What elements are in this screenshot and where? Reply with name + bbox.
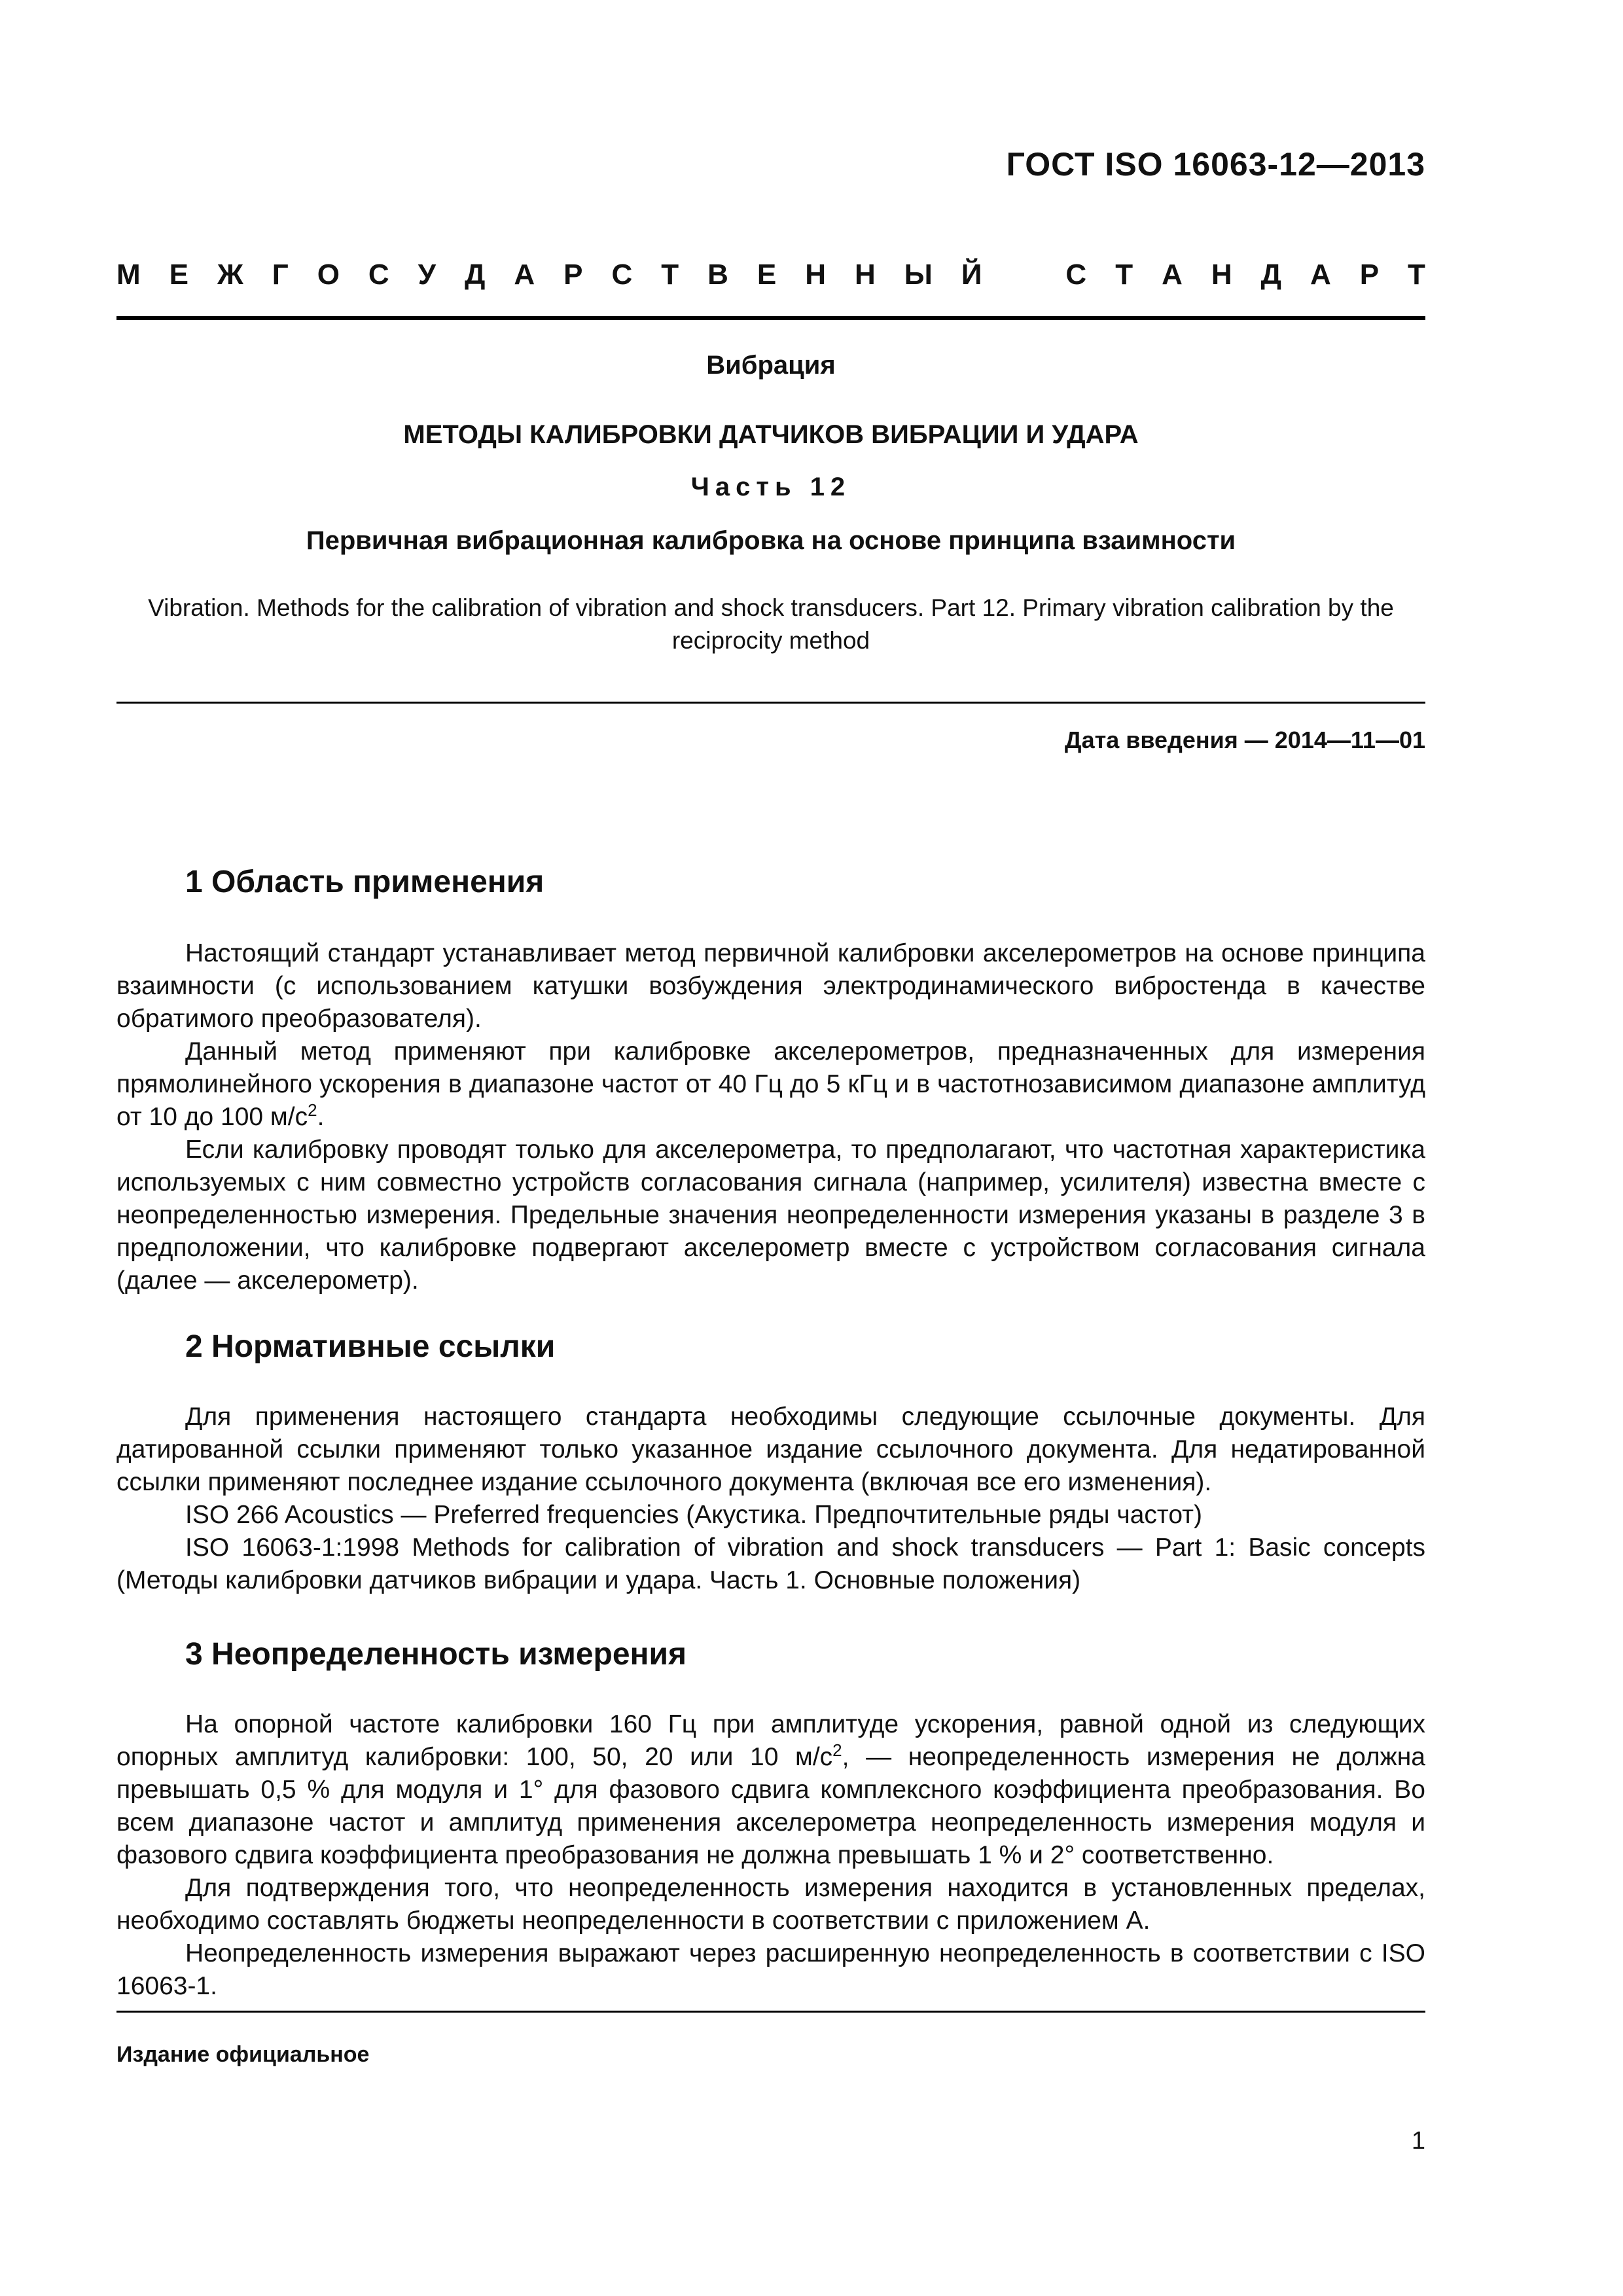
title-part: Часть 12 (690, 473, 851, 501)
header-letter: А (1310, 259, 1331, 291)
header-letter: Р (1359, 259, 1380, 291)
superscript: 2 (308, 1100, 317, 1120)
header-letter: А (514, 259, 535, 291)
header-letter: Д (465, 259, 486, 291)
header-letter: Т (1115, 259, 1133, 291)
official-edition-label: Издание официальное (116, 2042, 370, 2067)
header-letter: Ы (904, 259, 933, 291)
introduction-date: Дата введения — 2014—11—01 (1064, 726, 1425, 753)
superscript: 2 (832, 1740, 842, 1760)
paragraph: Для применения настоящего стандарта необходимы следующие ссылочные документы. Для датированной ссылки применяют только указанное издание ссылочного документа. Для недатированной ссылки применяют последнее издание ссылочного документа (включая все его изменения). (116, 1403, 1425, 1496)
paragraph: Настоящий стандарт устанавливает метод первичной калибровки акселерометров на основе принципа взаимности (с использованием катушки возбуждения электродинамического вибростенда в качестве обратимого преобразователя). (116, 939, 1425, 1033)
header-letter: Е (757, 259, 777, 291)
document-number: ГОСТ ISO 16063-12—2013 (1006, 146, 1425, 183)
header-letter: В (707, 259, 728, 291)
header-rule (116, 316, 1425, 320)
paragraph: Если калибровку проводят только для акселерометра, то предполагают, что частотная характеристика используемых с ним совместно устройств согласования сигнала (например, усилителя) известна вместе с неопределенностью измерения. Предельные значения неопределенности измерения указаны в разделе 3 в предположении, что калибровке подвергают акселерометр вместе с устройством согласования сигнала (далее — акселерометр). (116, 1136, 1425, 1295)
header-letter: Н (855, 259, 876, 291)
paragraph-text: Данный метод применяют при калибровке акселерометров, предназначенных для измерения прямолинейного ускорения в диапазоне частот от 40 Гц до 5 кГц и в частотнозависимом диапазоне амплитуд от 10 до 100 м/с (116, 1037, 1425, 1131)
section-heading: 1 Область применения (185, 865, 544, 899)
page-number: 1 (1411, 2127, 1425, 2155)
paragraph: ISO 16063-1:1998 Methods for calibration of vibration and shock transducers — Part 1: Basic concepts (Методы калибровки датчиков вибрации и удара. Часть 1. Основные положения) (116, 1534, 1425, 1594)
title-methods: МЕТОДЫ КАЛИБРОВКИ ДАТЧИКОВ ВИБРАЦИИ И УДАРА (403, 420, 1139, 449)
section-body (116, 1401, 1425, 1597)
title-subtitle: Первичная вибрационная калибровка на основе принципа взаимности (306, 526, 1236, 555)
header-letter: У (418, 259, 437, 291)
paragraph: Для подтверждения того, что неопределенность измерения находится в установленных пределах, необходимо составлять бюджеты неопределенности в соответствии с приложением А. (116, 1874, 1425, 1935)
period: . (317, 1103, 325, 1131)
paragraph-text: На опорной частоте калибровки 160 Гц при амплитуде ускорения, равной одной из следующих опорных амплитуд калибровки: 100, 50, 20 или 10 м/с (116, 1710, 1425, 1771)
header-letter: О (317, 259, 340, 291)
footer-rule (116, 2011, 1425, 2013)
header-letter: Ж (217, 259, 243, 291)
header-letter: С (611, 259, 633, 291)
paragraph (116, 1035, 1425, 1134)
header-word-gap (1010, 259, 1037, 291)
paragraph-text: , — неопределенность измерения не должна превышать 0,5 % для модуля и 1° для фазового сдвига комплексного коэффициента преобразования. Во всем диапазоне частот и амплитуд применения акселерометра неопределенность измерения модуля и фазового сдвига коэффициента преобразования не должна превышать 1 % и 2° соответственно. (116, 1743, 1425, 1869)
header-letter: А (1162, 259, 1183, 291)
header-letter: Н (805, 259, 827, 291)
header-letter: Д (1260, 259, 1281, 291)
header-letter: Т (1408, 259, 1425, 291)
section-heading: 2 Нормативные ссылки (185, 1329, 556, 1364)
header-letter: Й (961, 259, 982, 291)
header-letter: М (116, 259, 141, 291)
paragraph: Неопределенность измерения выражают через расширенную неопределенность в соответствии с ISO 16063-1. (116, 1939, 1425, 2000)
title-topic: Вибрация (706, 351, 836, 380)
section-body (116, 1708, 1425, 2003)
section-heading: 3 Неопределенность измерения (185, 1637, 687, 1672)
section-body (116, 937, 1425, 1297)
title-english-line1: Vibration. Methods for the calibration of vibration and shock transducers. Part 12. Primary vibration calibration by the (148, 594, 1394, 621)
interstate-standard-header (116, 259, 1425, 291)
header-letter: Г (272, 259, 289, 291)
title-rule (116, 702, 1425, 704)
header-letter: С (368, 259, 389, 291)
header-letter: Т (661, 259, 679, 291)
header-letter: Н (1211, 259, 1232, 291)
header-letter: Р (563, 259, 583, 291)
title-english (116, 592, 1425, 657)
paragraph (116, 1708, 1425, 1872)
paragraph: ISO 266 Acoustics — Preferred frequencies (Акустика. Предпочтительные ряды частот) (185, 1501, 1203, 1529)
title-english-line2: reciprocity method (671, 627, 870, 654)
header-letter: Е (169, 259, 188, 291)
header-letter: С (1065, 259, 1087, 291)
